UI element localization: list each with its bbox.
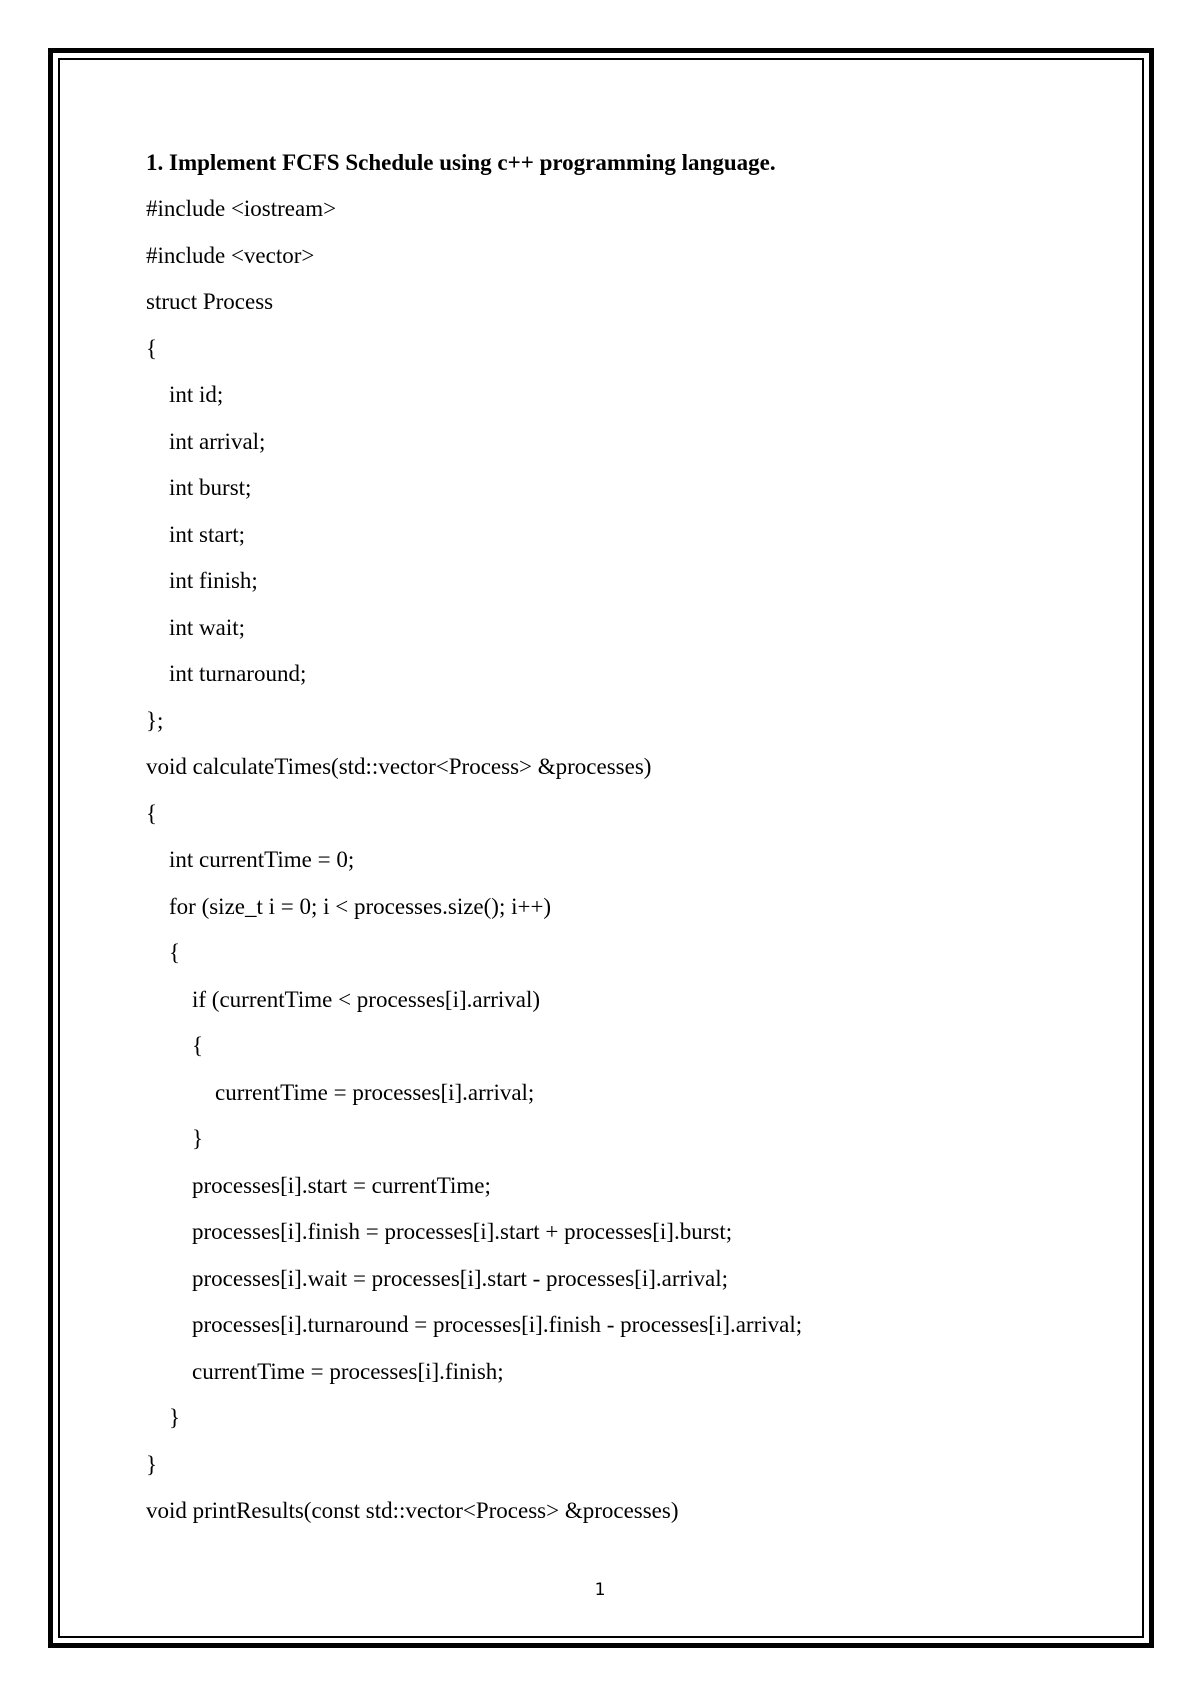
code-line: processes[i].wait = processes[i].start - processes[i].arrival; bbox=[146, 1265, 729, 1291]
code-line: { bbox=[146, 335, 158, 361]
code-line: #include <vector> bbox=[146, 242, 315, 268]
code-block bbox=[146, 186, 1076, 1535]
code-line: processes[i].finish = processes[i].start + processes[i].burst; bbox=[146, 1219, 733, 1244]
code-line: } bbox=[146, 1405, 181, 1430]
code-line: { bbox=[146, 1033, 204, 1058]
code-line: currentTime = processes[i].finish; bbox=[146, 1358, 504, 1384]
code-line: int burst; bbox=[146, 475, 252, 500]
code-line: void printResults(const std::vector<Process> &processes) bbox=[146, 1498, 679, 1523]
code-line: { bbox=[146, 940, 181, 965]
section-heading: 1. Implement FCFS Schedule using c++ programming language. bbox=[146, 150, 776, 175]
code-line: { bbox=[146, 800, 158, 826]
code-line: int wait; bbox=[146, 614, 246, 640]
code-line: int finish; bbox=[146, 568, 258, 593]
code-line: struct Process bbox=[146, 289, 274, 314]
code-line: currentTime = processes[i].arrival; bbox=[146, 1079, 535, 1105]
document-body bbox=[146, 140, 1076, 1535]
code-line: processes[i].turnaround = processes[i].finish - processes[i].arrival; bbox=[146, 1312, 803, 1337]
code-line: } bbox=[146, 1126, 204, 1151]
code-line: int turnaround; bbox=[146, 661, 307, 686]
code-line: int start; bbox=[146, 521, 246, 547]
code-line: processes[i].start = currentTime; bbox=[146, 1172, 491, 1198]
code-line: int currentTime = 0; bbox=[146, 847, 355, 872]
code-line: #include <iostream> bbox=[146, 196, 337, 221]
code-line: void calculateTimes(std::vector<Process> &processes) bbox=[146, 754, 652, 779]
code-line: int arrival; bbox=[146, 428, 266, 454]
page-number: 1 bbox=[594, 1580, 606, 1600]
code-line: }; bbox=[146, 707, 164, 733]
code-line: if (currentTime < processes[i].arrival) bbox=[146, 986, 541, 1012]
code-line: } bbox=[146, 1451, 158, 1477]
code-line: int id; bbox=[146, 382, 224, 407]
code-line: for (size_t i = 0; i < processes.size(); i++) bbox=[146, 893, 552, 919]
